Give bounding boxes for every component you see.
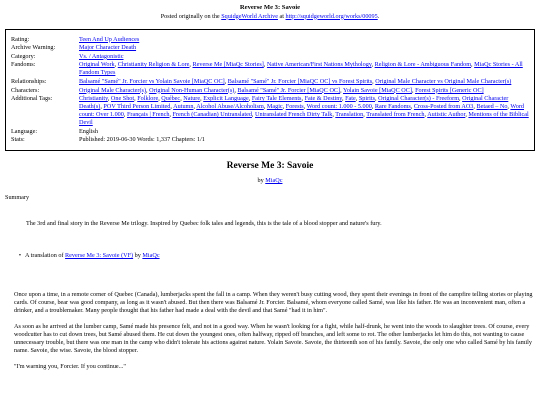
- meta-value: Original Work, Christianity Religion & Lore, Reverse Me [MiaQc Stories], Native American/First Nations Mythology, Religion & Lore - Ambiguous Fandom, MiaQc Stories - All Fandom Types: [79, 61, 523, 77]
- meta-row-rating: [11, 36, 529, 44]
- tag-link[interactable]: Autumn: [173, 103, 194, 111]
- work-url-link[interactable]: http://squidgeworld.org/works/00095: [285, 12, 378, 20]
- meta-label: Relationships:: [11, 77, 47, 85]
- meta-row-language: [11, 128, 529, 136]
- tag-link[interactable]: Word count: Over 1.000: [79, 103, 524, 119]
- bullet-icon: •: [18, 252, 22, 260]
- translation-author-link[interactable]: MiaQc: [142, 252, 160, 260]
- tag-link[interactable]: Québec: [161, 95, 181, 103]
- translation-link[interactable]: Reverse Me 3: Savoie (VF): [65, 252, 134, 260]
- tag-link[interactable]: Fairy Tale Elements: [251, 95, 302, 103]
- stats-value: Published: 2019-06-30 Words: 1,337 Chapters: 1/1: [79, 136, 205, 144]
- meta-row-characters: [11, 87, 529, 95]
- tag-link[interactable]: Forest Spirits [Generic OC]: [415, 86, 484, 94]
- work-title: Reverse Me 3: Savoie: [226, 160, 314, 171]
- tag-link[interactable]: Alcohol Abuse/Alcoholism: [196, 103, 264, 111]
- tag-link[interactable]: Translation: [335, 111, 364, 119]
- meta-label: Stats:: [11, 136, 25, 144]
- tag-link[interactable]: Cross-Posted from AO3: [413, 103, 474, 111]
- byline: by MiaQc: [257, 177, 283, 185]
- tag-link[interactable]: Rare Fandoms: [374, 103, 411, 111]
- story-paragraph: "I'm warning you, Forcier. If you continue...": [14, 362, 126, 370]
- tag-link[interactable]: Yolain Savoie [MiaQC OC]: [342, 86, 412, 94]
- meta-label: Characters:: [11, 86, 40, 94]
- meta-row-warning: [11, 44, 529, 52]
- tag-link[interactable]: POV Third Person Limited: [103, 103, 171, 111]
- meta-label: Rating:: [11, 35, 30, 43]
- story-text: [14, 291, 534, 372]
- export-header: [0, 0, 540, 21]
- tag-link[interactable]: Magic: [266, 103, 283, 111]
- story-paragraph: Once upon a time, in a remote corner of Quebec (Canada), lumberjacks spent the fall in a camp. When they weren't busy cutting wood, they spent their evenings in front of the campfire telling stories or playing cards. Of course, bear was good company, as long as it wasn't abused. But then there was Balsamé Jr. Forcier. Balsamé, whom everyone called Samé, was like his father. He was an inconvenient man, often a drinker, and a troublemaker. Many people thought that his father had made a deal with the devil and that Samé "had it in him".: [14, 290, 533, 314]
- meta-label: Fandoms:: [11, 61, 36, 69]
- archive-link[interactable]: SquidgeWorld Archive: [221, 12, 278, 20]
- tag-link[interactable]: Original Male Character(s): [79, 86, 147, 94]
- tag-link[interactable]: Christianity: [79, 95, 108, 103]
- tag-link[interactable]: Christianity Religion & Lore: [117, 61, 190, 69]
- meta-label: Category:: [11, 52, 36, 60]
- tag-link[interactable]: Teen And Up Audiences: [79, 35, 140, 43]
- meta-row-fandoms: [11, 61, 529, 77]
- tag-link[interactable]: Mentions of the Biblical Devil: [79, 111, 529, 127]
- tag-link[interactable]: Betaed – No: [476, 103, 508, 111]
- tag-link[interactable]: Reverse Me [MiaQc Stories]: [192, 61, 264, 69]
- translation-item: • A translation of Reverse Me 3: Savoie (VF) by MiaQc: [15, 252, 540, 260]
- tag-link[interactable]: Word count: 1.000 - 5.000: [306, 103, 372, 111]
- tag-link[interactable]: Major Character Death: [79, 44, 137, 52]
- meta-row-stats: [11, 136, 529, 144]
- work-meta-box: [5, 29, 535, 151]
- tag-link[interactable]: Untranslated French Dirty Talk: [255, 111, 333, 119]
- tag-link[interactable]: Original Male Character vs Original Male Character(s): [375, 77, 512, 85]
- export-title: Reverse Me 3: Savoie: [239, 4, 301, 11]
- tag-link[interactable]: Original Character Death(s): [79, 95, 509, 111]
- tag-link[interactable]: Balsamé "Samé" Jr. Forcier [MiaQC OC] vs Forest Spirits: [227, 77, 373, 85]
- tag-link[interactable]: Original Character(s) - Freeform: [378, 95, 460, 103]
- tag-link[interactable]: Original Non-Human Character(s): [149, 86, 235, 94]
- meta-row-tags: [11, 95, 529, 127]
- tag-link[interactable]: Nature: [183, 95, 201, 103]
- meta-value: [79, 53, 529, 61]
- tag-link[interactable]: Français | French: [126, 111, 170, 119]
- tag-link[interactable]: French (Canadian) Untranslated: [172, 111, 252, 119]
- meta-label: Language:: [11, 127, 38, 135]
- tag-link[interactable]: Spirits: [358, 95, 375, 103]
- tag-link[interactable]: Autistic Author: [427, 111, 466, 119]
- summary-heading: Summary: [5, 194, 30, 202]
- tag-link[interactable]: Native American/First Nations Mythology: [266, 61, 372, 69]
- meta-value: [79, 44, 529, 52]
- tag-link[interactable]: Fate & Destiny: [304, 95, 342, 103]
- tag-link[interactable]: Folklore: [137, 95, 159, 103]
- tag-link[interactable]: Balsamé "Samé" Jr. Forcier vs Yolain Savoie [MiaQC OC]: [79, 77, 225, 85]
- tag-link[interactable]: Fate: [345, 95, 356, 103]
- meta-row-category: [11, 53, 529, 61]
- tag-link[interactable]: Translated from French: [366, 111, 425, 119]
- meta-value: Original Male Character(s), Original Non-Human Character(s), Balsamé "Samé" Jr. Forcier [MiaQC OC], Yolain Savoie [MiaQC OC], Forest Spirits [Generic OC]: [79, 86, 484, 94]
- tag-link[interactable]: Forests: [285, 103, 304, 111]
- tag-link[interactable]: MiaQc Stories - All Fandom Types: [79, 61, 523, 77]
- tag-link[interactable]: Vs. / Antagonistic: [79, 52, 124, 60]
- story-paragraph: As soon as he arrived at the lumber camp, Samé made his presence felt, and not in a good way. When he wasn't looking for a fight, while half-drunk, he went into the woods to slaughter trees. Of course, every woodcutter has to cut down trees, but Samé abused them. He cut down the youngest ones, often halfway, ripped off branches, and left some to rot. The other lumberjacks let him do this, not wanting to cause unnecessary trouble, but there was one man in the camp who didn't tolerate his actions against nature. Yolain Savoie. Savoie, the thirteenth son of his family. Savoie, the only one who called Samé by his family name. Savoie, the wise. Savoie, the blood stopper.: [14, 322, 532, 354]
- tag-link[interactable]: Balsamé "Samé" Jr. Forcier [MiaQC OC]: [237, 86, 341, 94]
- tag-link[interactable]: Explicit Language: [203, 95, 249, 103]
- summary-text: The 3rd and final story in the Reverse Me trilogy. Inspired by Quebec folk tales and legends, this is the tale of a blood stopper and nature's fury.: [26, 220, 382, 228]
- posted-line: Posted originally on the SquidgeWorld Archive at http://squidgeworld.org/works/00095.: [160, 12, 380, 20]
- tag-link[interactable]: Original Work: [79, 61, 115, 69]
- meta-value: Christianity, One Shot, Folklore, Québec, Nature, Explicit Language, Fairy Tale Elements, Fate & Destiny, Fate, Spirits, Original Character(s) - Freeform, Original Character Death(s), POV Third Person Limited, Autumn, Alcohol Abuse/Alcoholism, Magic, Forests, Word count: 1.000 - 5.000, Rare Fandoms, Cross-Posted from AO3, Betaed – No, Word count: Over 1.000, Français | French, French (Canadian) Untranslated, Untranslated French Dirty Talk, Translation, Translated from French, Autistic Author, Mentions of the Biblical Devil: [79, 95, 529, 127]
- meta-row-relationships: [11, 78, 529, 86]
- meta-value: [79, 36, 529, 44]
- meta-value: Balsamé "Samé" Jr. Forcier vs Yolain Savoie [MiaQC OC], Balsamé "Samé" Jr. Forcier [MiaQC OC] vs Forest Spirits, Original Male Character vs Original Male Character(s): [79, 77, 512, 85]
- meta-label: Archive Warning:: [11, 44, 56, 52]
- tag-link[interactable]: Religion & Lore - Ambiguous Fandom: [374, 61, 472, 69]
- tag-link[interactable]: One Shot: [110, 95, 135, 103]
- author-link[interactable]: MiaQc: [265, 177, 283, 185]
- meta-label: Additional Tags:: [11, 95, 53, 103]
- language-value: English: [79, 127, 98, 135]
